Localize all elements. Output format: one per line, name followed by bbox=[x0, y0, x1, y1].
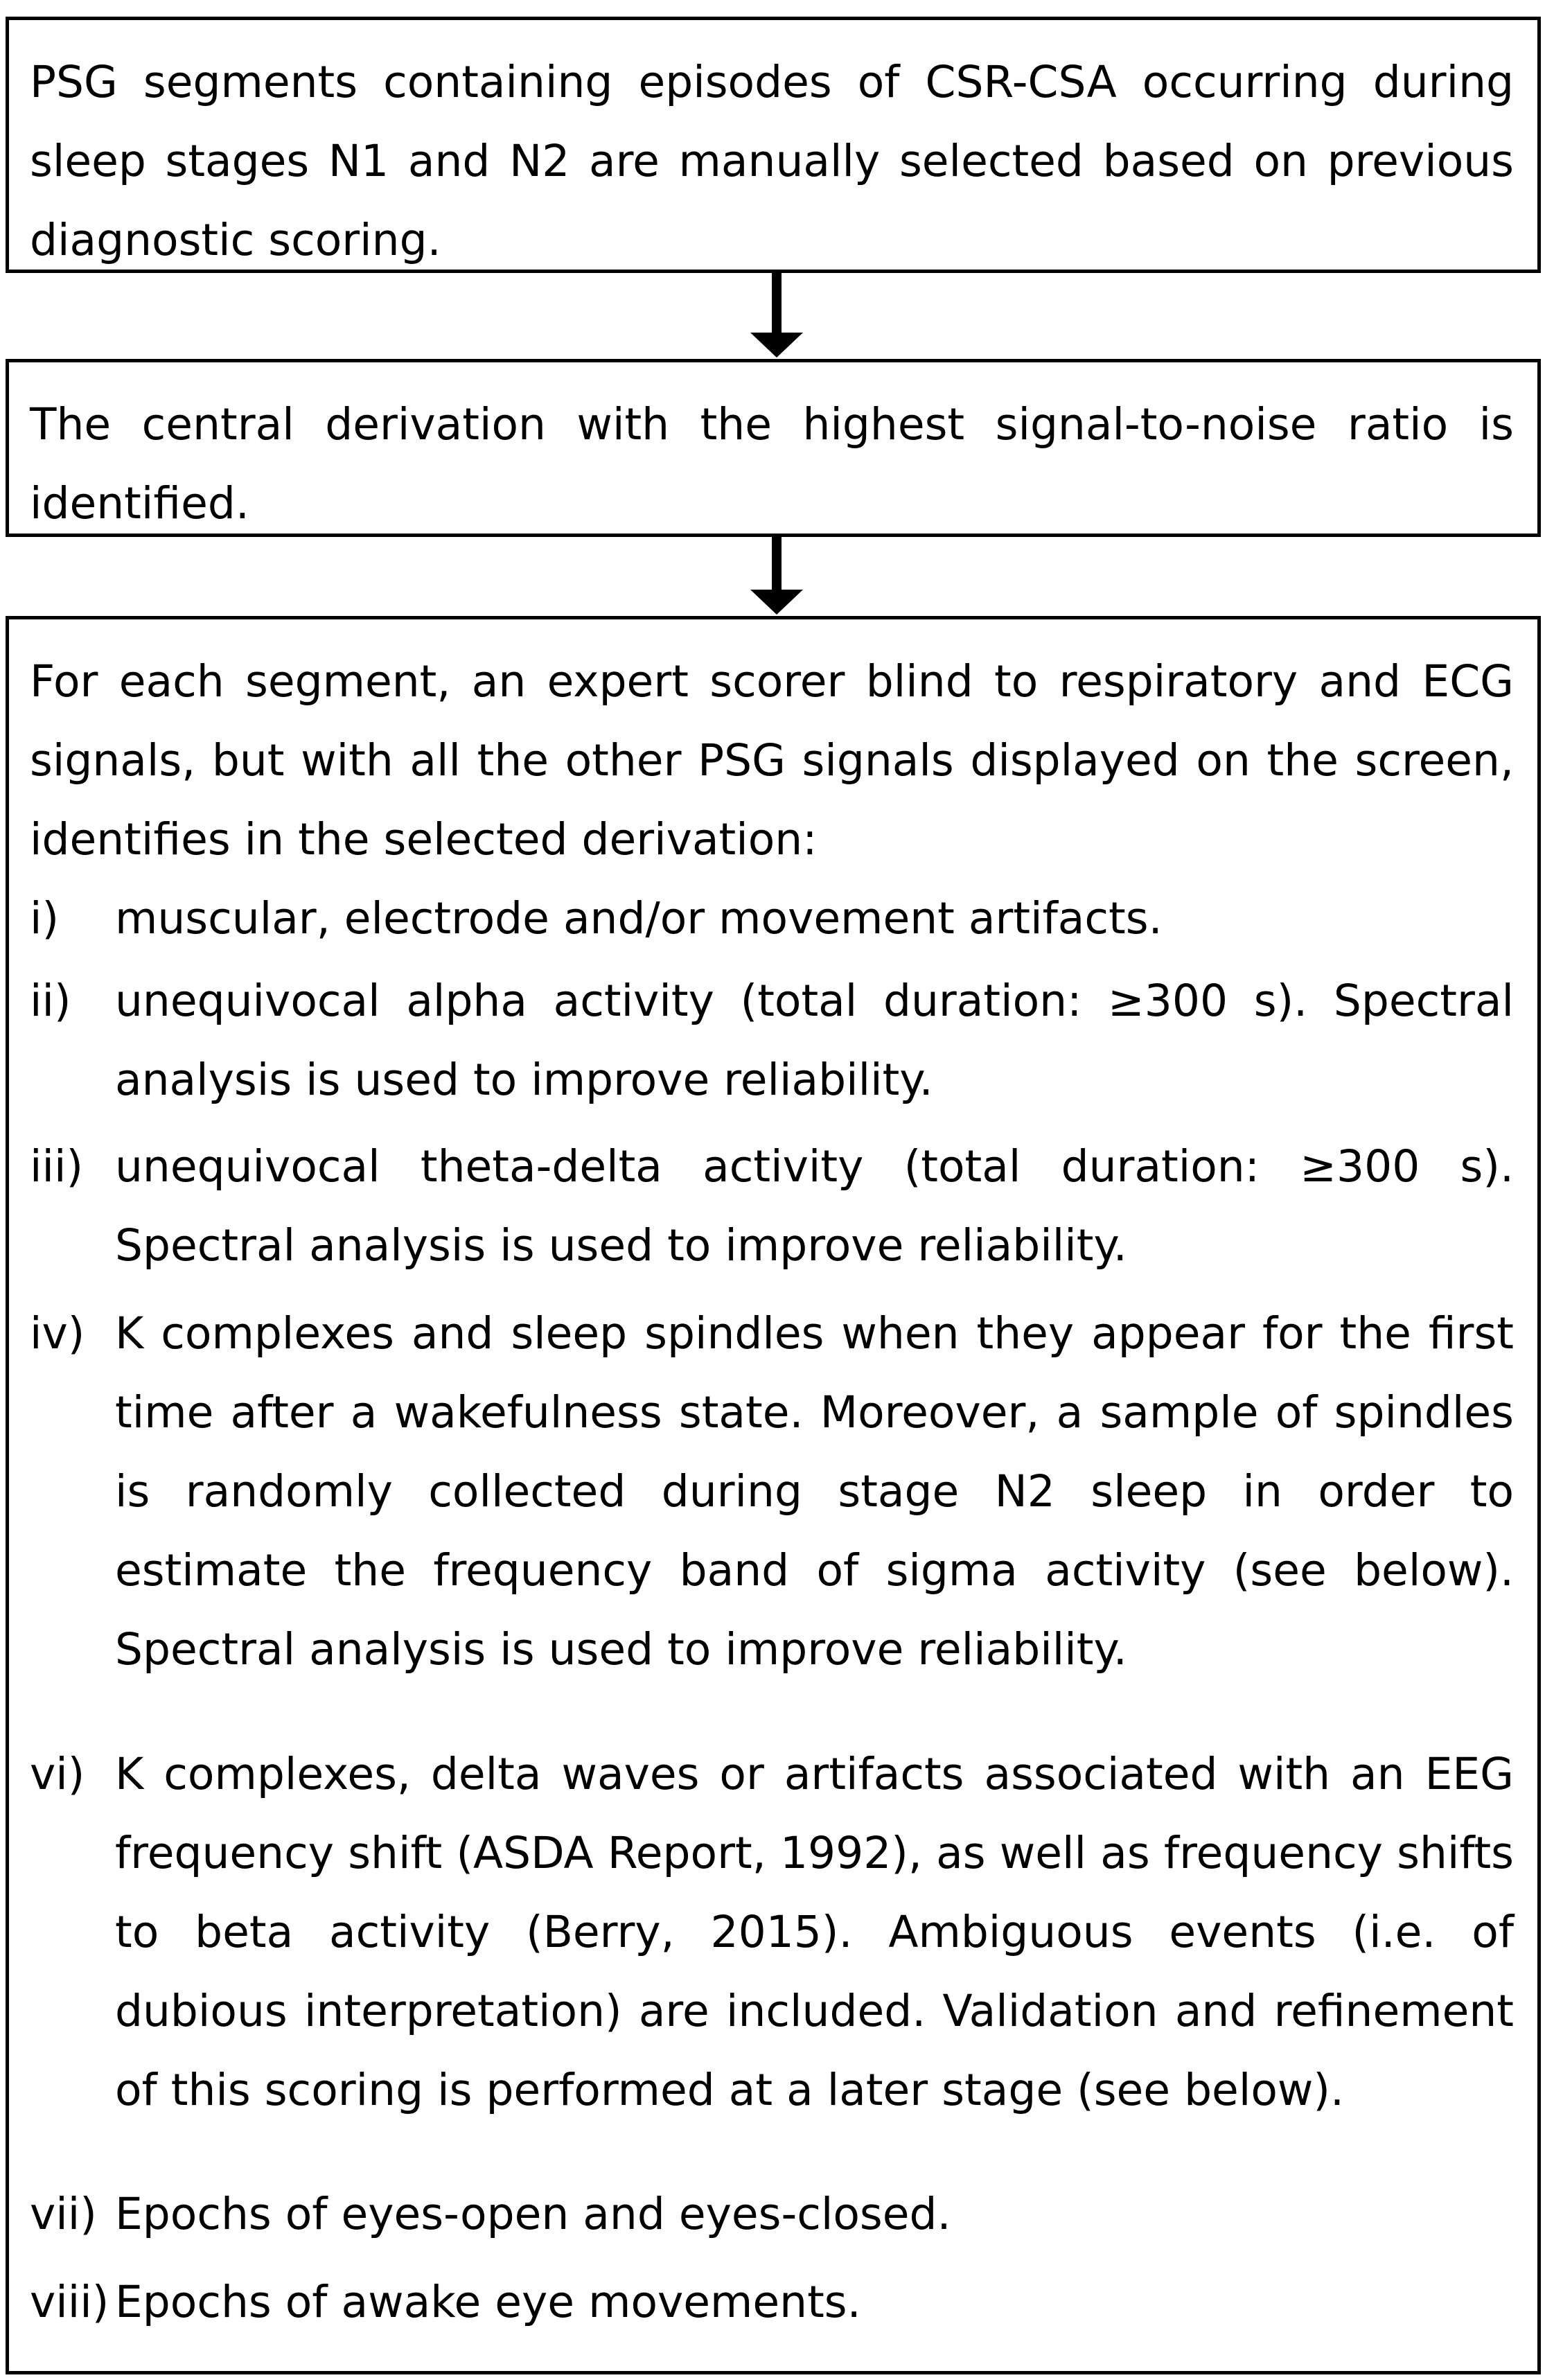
list-item-text: Epochs of eyes-open and eyes-closed. bbox=[115, 2189, 951, 2239]
list-item bbox=[30, 2263, 1514, 2342]
list-item bbox=[30, 879, 1514, 958]
list-item-text: Epochs of awake eye movements. bbox=[115, 2277, 861, 2327]
list-item-text: muscular, electrode and/or movement artifacts. bbox=[115, 893, 1163, 944]
list-item bbox=[30, 962, 1514, 1120]
list-item bbox=[30, 1735, 1514, 2130]
list-item-number: ii) bbox=[30, 976, 71, 1026]
list-item-text: K complexes, delta waves or artifacts associated with an EEG frequency shift (ASDA Report, 1992), as well as frequency shifts to beta activity (Berry, 2015). Ambiguous events (i.e. of dubious interpretation) are included. Validation and refinement of this scoring is performed at a later stage (see below). bbox=[115, 1749, 1514, 2115]
list-item bbox=[30, 1127, 1514, 1285]
list-item-number: vi) bbox=[30, 1749, 85, 1799]
arrow-down-icon bbox=[750, 537, 803, 616]
list-item-text: unequivocal theta-delta activity (total duration: ≥300 s). Spectral analysis is used to improve reliability. bbox=[115, 1141, 1514, 1271]
list-item bbox=[30, 1294, 1514, 1689]
list-item-text: unequivocal alpha activity (total duration: ≥300 s). Spectral analysis is used to improve reliability. bbox=[115, 976, 1514, 1105]
arrow-shaft bbox=[772, 273, 782, 335]
step-2-box bbox=[6, 359, 1541, 537]
step-2-text: The central derivation with the highest signal-to-noise ratio is identified. bbox=[30, 399, 1514, 529]
step-3-box bbox=[6, 616, 1541, 2374]
step-1-text: PSG segments containing episodes of CSR-CSA occurring during sleep stages N1 and N2 are manually selected based on previous diagnostic scoring. bbox=[30, 57, 1514, 265]
list-item-number: viii) bbox=[30, 2277, 109, 2327]
list-item bbox=[30, 2175, 1514, 2254]
step-3-intro: For each segment, an expert scorer blind to respiratory and ECG signals, but with all the other PSG signals displayed on the screen, identifies in the selected derivation: bbox=[30, 656, 1514, 865]
list-item-number: iii) bbox=[30, 1141, 84, 1192]
list-item-number: iv) bbox=[30, 1308, 85, 1359]
list-item-number: i) bbox=[30, 893, 60, 944]
arrow-down-icon bbox=[750, 273, 803, 359]
arrow-head bbox=[750, 590, 803, 615]
arrow-head bbox=[750, 333, 803, 358]
list-item-text: K complexes and sleep spindles when they appear for the first time after a wakefulness state. Moreover, a sample of spindles is randomly collected during stage N2 sleep in order to estimate the frequency band of sigma activity (see below). Spectral analysis is used to improve reliability. bbox=[115, 1308, 1514, 1675]
arrow-shaft bbox=[772, 537, 782, 592]
list-item-number: vii) bbox=[30, 2189, 97, 2239]
step-1-box bbox=[6, 17, 1541, 273]
